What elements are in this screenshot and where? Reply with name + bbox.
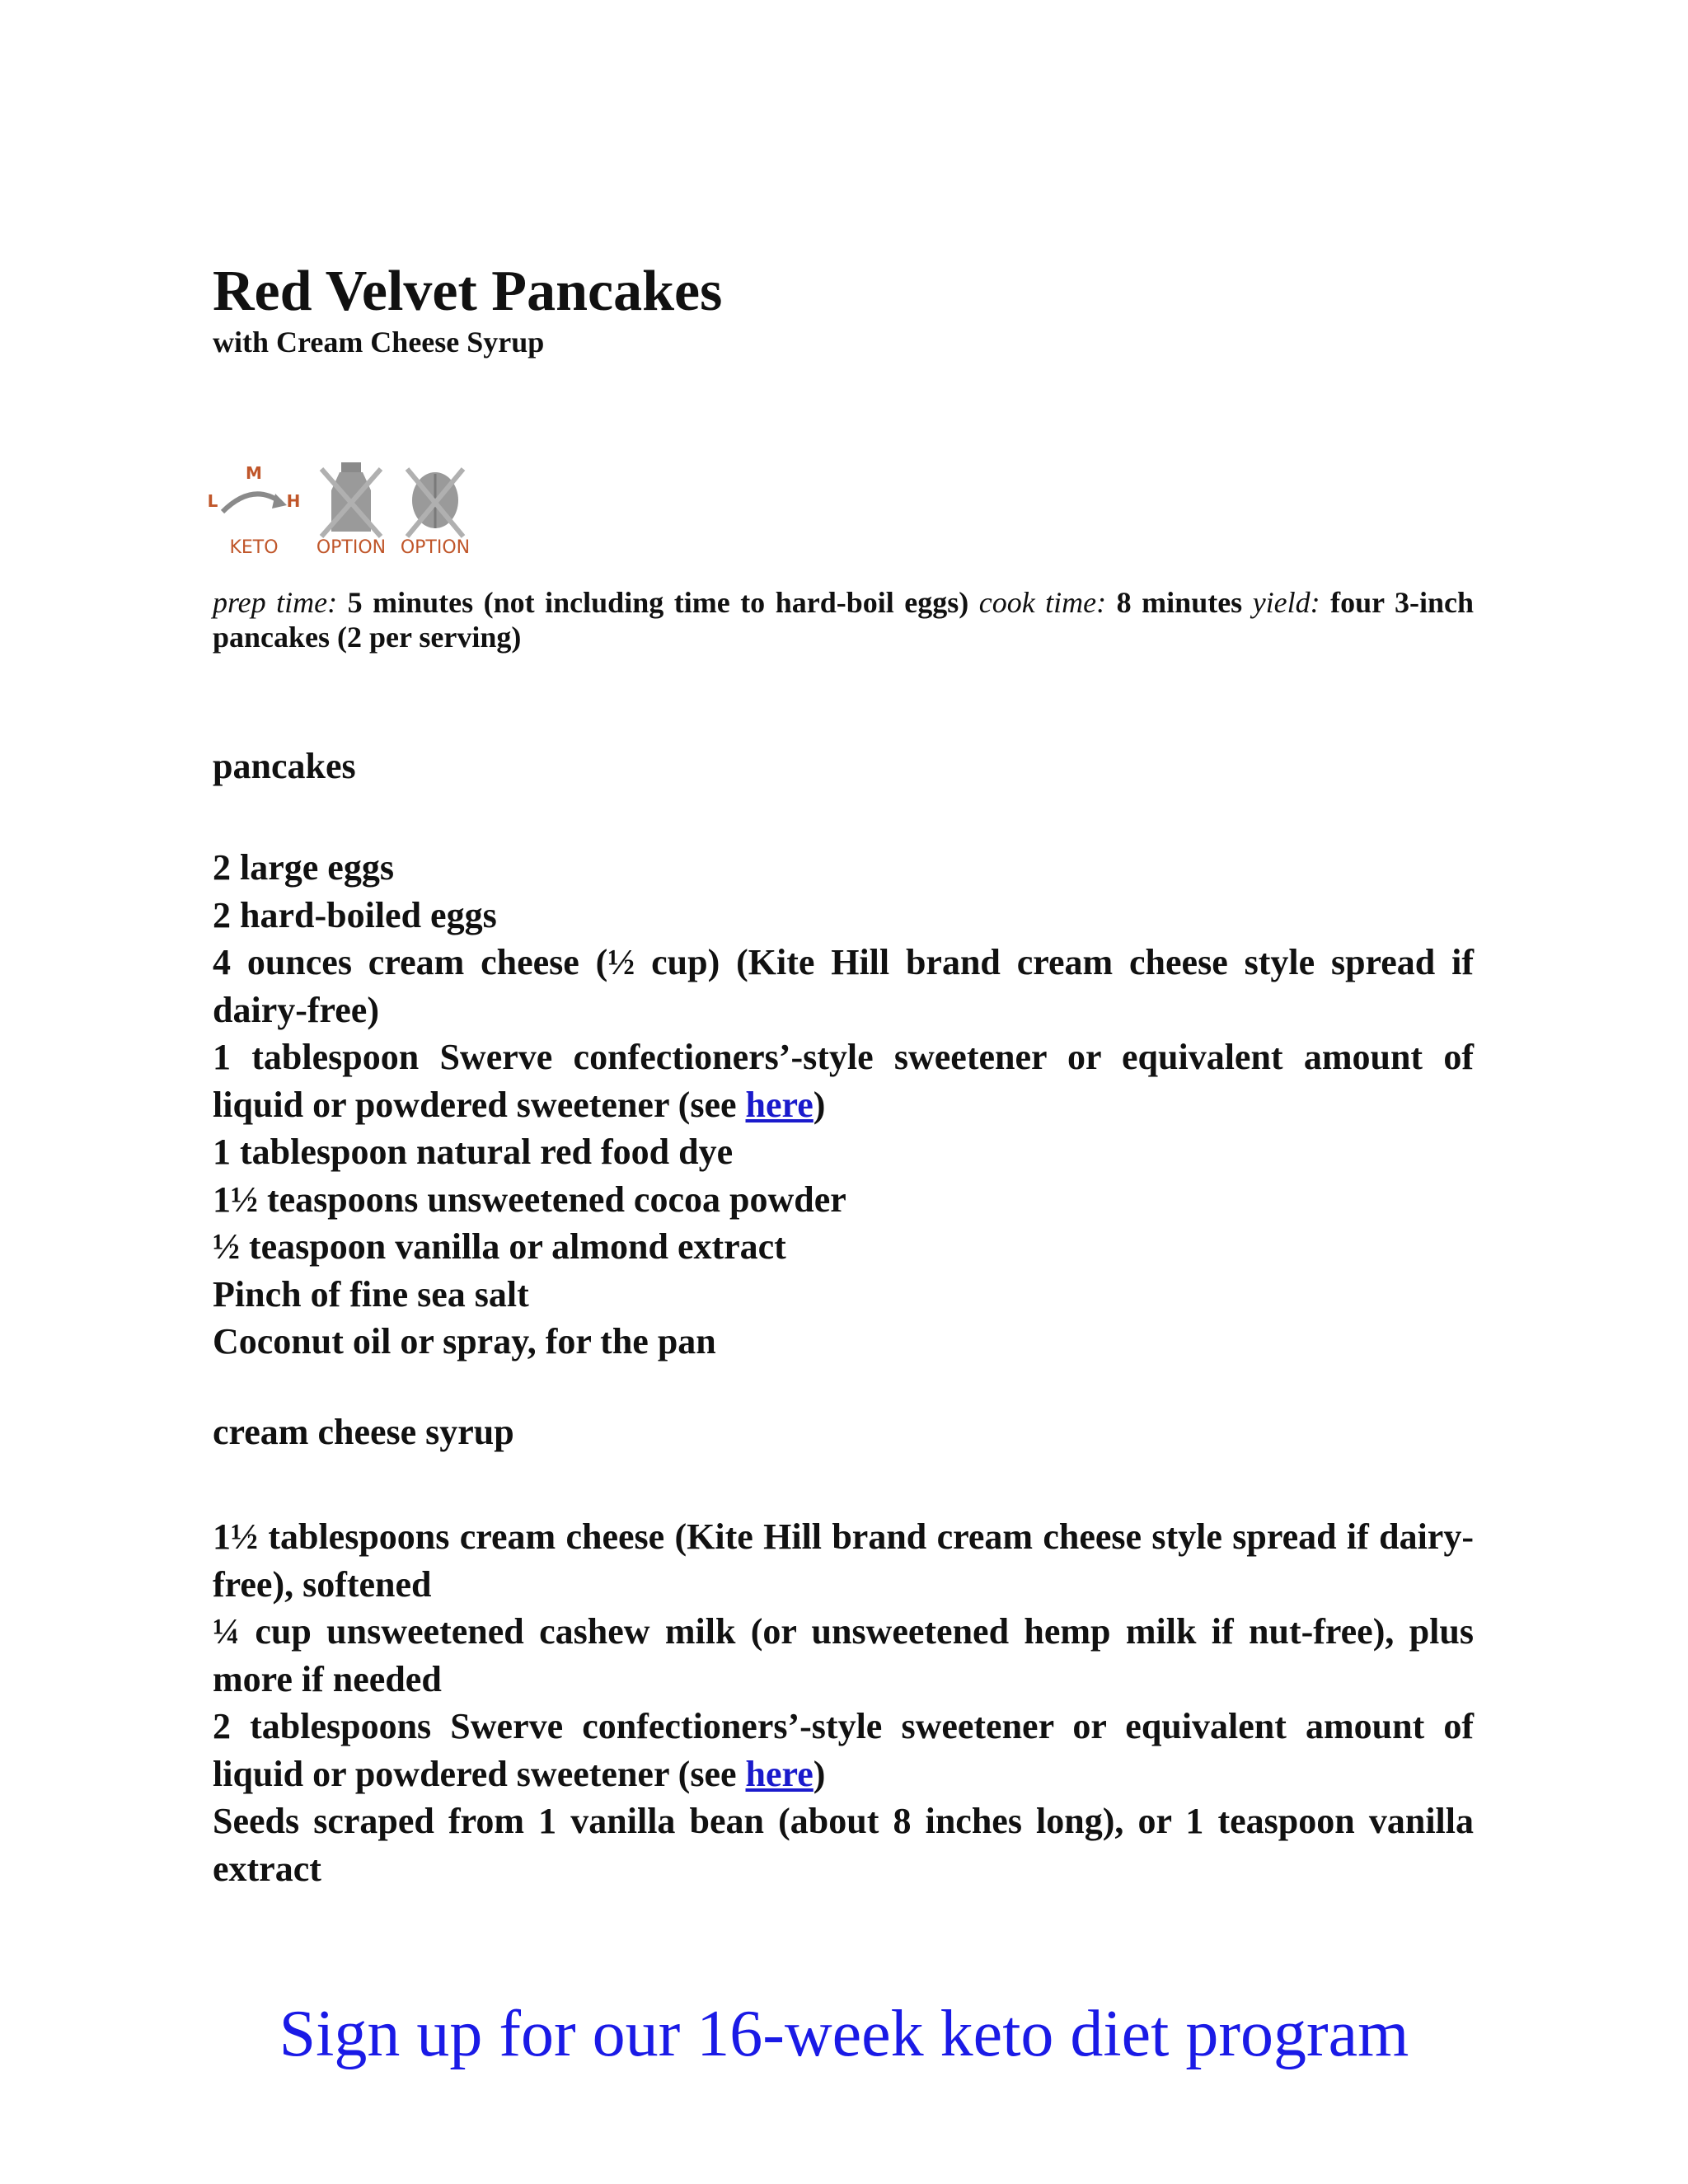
syrup-ingredient-list xyxy=(213,1513,1474,1892)
ingredient-item xyxy=(213,1703,1474,1797)
ingredient-text: 1 tablespoon Swerve confectioners’-style sweetener or equivalent amount of liquid or powdered sweetener (see xyxy=(213,1037,1474,1125)
ingredient-item: 2 large eggs xyxy=(213,847,394,888)
nut-option-caption: OPTION xyxy=(400,537,471,558)
keto-caption: KETO xyxy=(229,537,279,558)
sweetener-here-link[interactable]: here xyxy=(745,1753,814,1794)
recipe-title: Red Velvet Pancakes xyxy=(213,260,723,323)
gauge-medium-label: M xyxy=(246,463,262,483)
recipe-meta xyxy=(213,585,1474,654)
ingredient-item: 4 ounces cream cheese (½ cup) (Kite Hill brand cream cheese style spread if dairy-free) xyxy=(213,942,1474,1030)
cook-time-label: cook time: xyxy=(978,586,1107,619)
ingredient-text-end: ) xyxy=(813,1084,826,1125)
diet-icons xyxy=(204,457,485,565)
pancakes-ingredient-list xyxy=(213,844,1474,1366)
gauge-high-label: H xyxy=(286,491,301,511)
ingredient-item: Seeds scraped from 1 vanilla bean (about 8 inches long), or 1 teaspoon vanilla extract xyxy=(213,1801,1474,1889)
yield-value: four 3-inch pancakes (2 per serving) xyxy=(213,586,1475,654)
syrup-heading: cream cheese syrup xyxy=(213,1412,514,1452)
keto-gauge-icon xyxy=(204,457,303,565)
ingredient-item: ½ teaspoon vanilla or almond extract xyxy=(213,1226,786,1267)
prep-time-label: prep time: xyxy=(213,586,338,619)
ingredient-item: 1 tablespoon natural red food dye xyxy=(213,1132,734,1172)
sweetener-here-link[interactable]: here xyxy=(745,1084,814,1125)
ingredient-text-end: ) xyxy=(813,1753,826,1794)
ingredient-item xyxy=(213,1033,1474,1128)
ingredient-item: 1½ tablespoons cream cheese (Kite Hill brand cream cheese style spread if dairy-free), softened xyxy=(213,1516,1474,1605)
ingredient-item: 2 hard-boiled eggs xyxy=(213,894,497,935)
ingredient-item: Coconut oil or spray, for the pan xyxy=(213,1321,716,1361)
ingredient-item: Pinch of fine sea salt xyxy=(213,1273,529,1315)
pancakes-heading: pancakes xyxy=(213,746,356,786)
dairy-free-option-icon xyxy=(310,457,392,565)
yield-label: yield: xyxy=(1252,586,1320,619)
dairy-option-caption: OPTION xyxy=(316,537,387,558)
ingredient-text: 2 tablespoons Swerve confectioners’-style sweetener or equivalent amount of liquid or powdered sweetener (see xyxy=(213,1706,1474,1794)
ingredient-item: ¼ cup unsweetened cashew milk (or unsweetened hemp milk if nut-free), plus more if needed xyxy=(213,1611,1474,1699)
prep-time-value: 5 minutes (not including time to hard-boil eggs) xyxy=(347,586,969,619)
recipe-subtitle: with Cream Cheese Syrup xyxy=(213,326,545,359)
cook-time-value: 8 minutes xyxy=(1116,586,1243,619)
ingredient-item: 1½ teaspoons unsweetened cocoa powder xyxy=(213,1179,846,1220)
gauge-low-label: L xyxy=(207,491,218,511)
signup-banner[interactable]: Sign up for our 16-week keto diet program xyxy=(279,1998,1409,2070)
nut-free-option-icon xyxy=(394,457,476,565)
